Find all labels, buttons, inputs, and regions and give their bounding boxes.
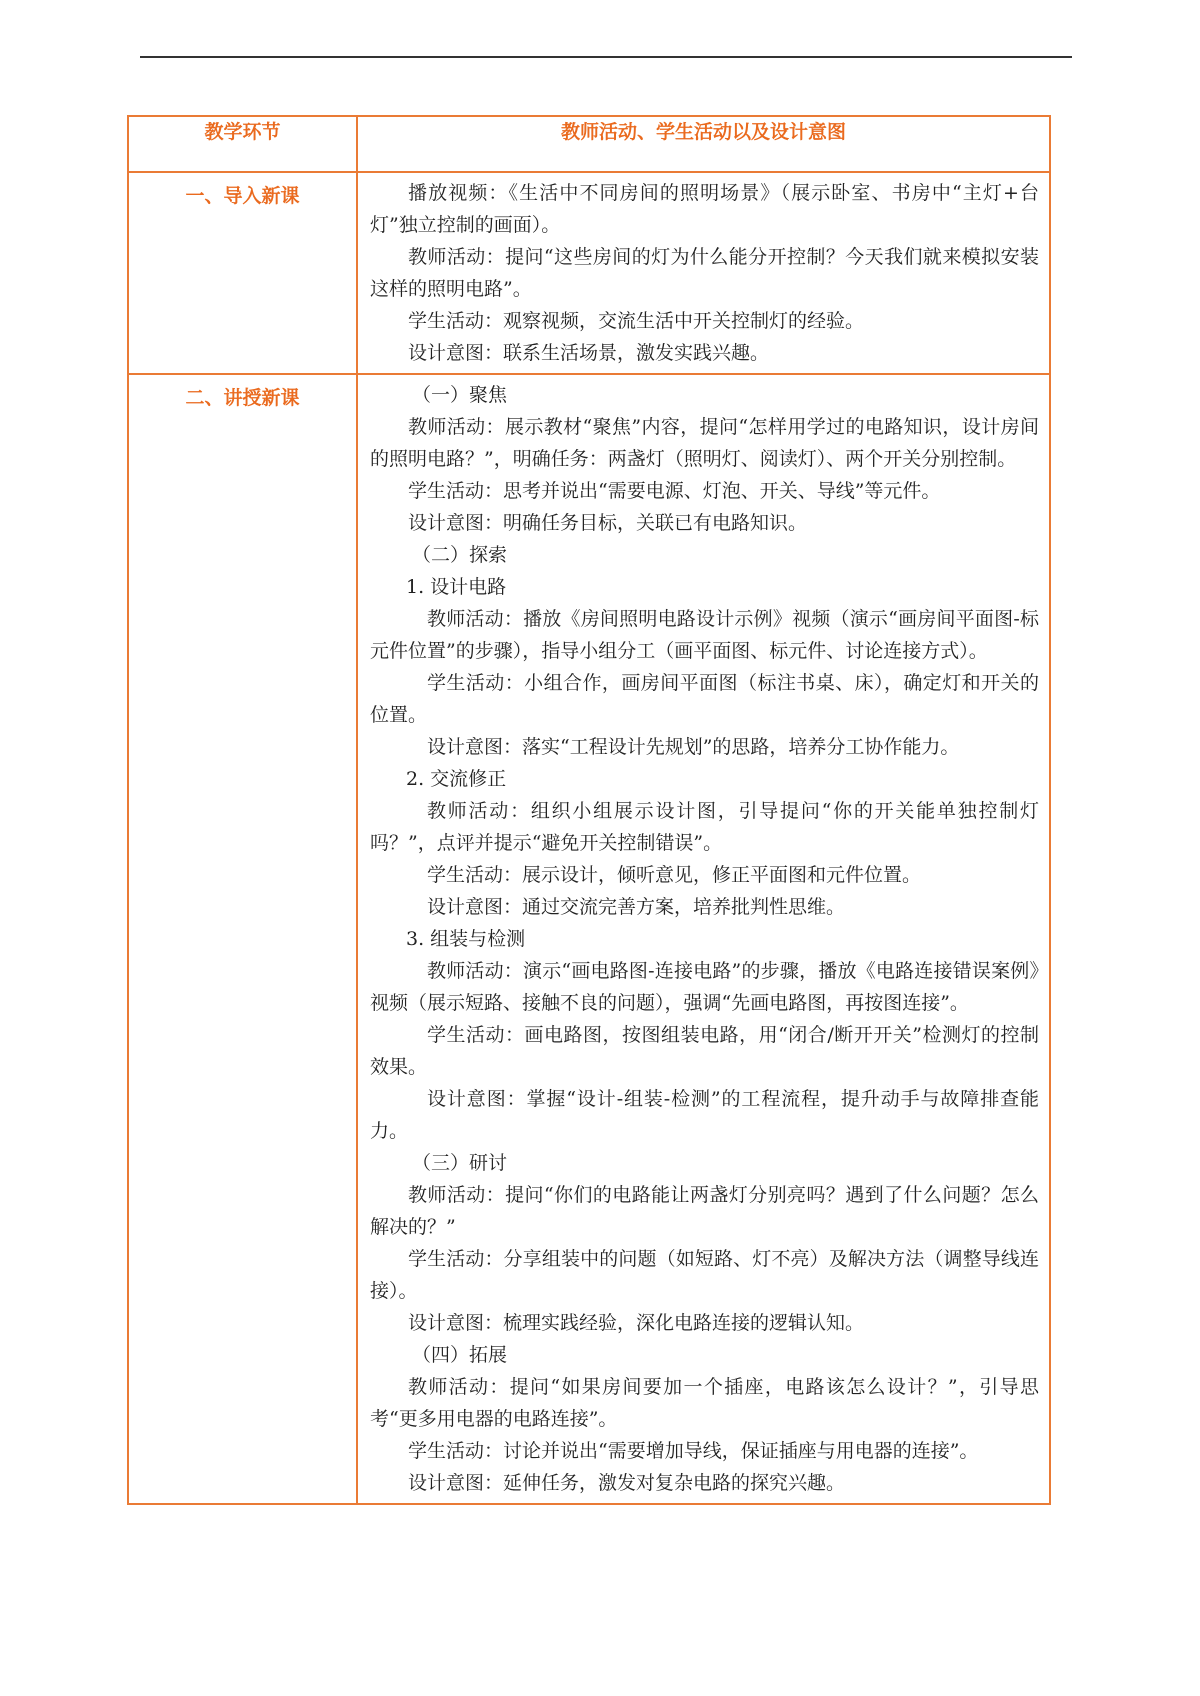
stage-label: 一、导入新课 [128,172,357,374]
activity-paragraph: 设计意图：通过交流完善方案，培养批判性思维。 [427,896,846,918]
activity-paragraph: 学生活动：画电路图，按图组装电路，用“闭合/断开开关”检测灯的控制效果。 [370,1024,1039,1078]
lesson-plan-table [127,115,1051,1505]
activity-paragraph: 学生活动：分享组装中的问题（如短路、灯不亮）及解决方法（调整导线连接）。 [370,1248,1039,1302]
section-heading: （三）研讨 [412,1152,508,1174]
activity-paragraph: 播放视频：《生活中不同房间的照明场景》（展示卧室、书房中“主灯+台灯”独立控制的画面）。 [370,182,1039,236]
table-row [128,374,1050,1504]
activity-paragraph: 学生活动：小组合作，画房间平面图（标注书桌、床），确定灯和开关的位置。 [370,672,1039,726]
activity-paragraph: 教师活动：展示教材“聚焦”内容，提问“怎样用学过的电路知识，设计房间的照明电路？”，明确任务：两盏灯（照明灯、阅读灯）、两个开关分别控制。 [370,416,1039,470]
activity-paragraph: 教师活动：提问“如果房间要加一个插座，电路该怎么设计？”，引导思考“更多用电器的电路连接”。 [370,1376,1039,1430]
activity-paragraph: 学生活动：讨论并说出“需要增加导线，保证插座与用电器的连接”。 [408,1440,979,1462]
activity-paragraph: 教师活动：提问“这些房间的灯为什么能分开控制？今天我们就来模拟安装这样的照明电路”。 [370,246,1039,300]
activity-paragraph: 设计意图：延伸任务，激发对复杂电路的探究兴趣。 [408,1472,846,1494]
activity-paragraph: 设计意图：掌握“设计-组装-检测”的工程流程，提升动手与故障排查能力。 [370,1088,1039,1142]
section-heading: （二）探索 [412,544,508,566]
activities-cell [357,172,1050,374]
table-row [128,172,1050,374]
section-heading: 2. 交流修正 [406,768,507,790]
section-heading: （四）拓展 [412,1344,508,1366]
activities-cell [357,374,1050,1504]
activity-paragraph: 设计意图：联系生活场景，激发实践兴趣。 [408,342,770,364]
activity-paragraph: 设计意图：明确任务目标，关联已有电路知识。 [408,512,808,534]
activity-paragraph: 教师活动：提问“你们的电路能让两盏灯分别亮吗？遇到了什么问题？怎么解决的？” [370,1184,1039,1238]
activity-paragraph: 教师活动：播放《房间照明电路设计示例》视频（演示“画房间平面图-标元件位置”的步骤），指导小组分工（画平面图、标元件、讨论连接方式）。 [370,608,1039,662]
section-heading: （一）聚焦 [412,384,508,406]
activity-paragraph: 设计意图：梳理实践经验，深化电路连接的逻辑认知。 [408,1312,865,1334]
activity-paragraph: 学生活动：观察视频，交流生活中开关控制灯的经验。 [408,310,865,332]
activity-paragraph: 学生活动：思考并说出“需要电源、灯泡、开关、导线”等元件。 [408,480,941,502]
table-header-row [128,116,1050,172]
header-rule [140,56,1072,58]
activity-paragraph: 教师活动：演示“画电路图-连接电路”的步骤，播放《电路连接错误案例》视频（展示短路、接触不良的问题），强调“先画电路图，再按图连接”。 [370,960,1039,1014]
section-heading: 1. 设计电路 [406,576,507,598]
header-stage: 教学环节 [128,116,357,172]
header-activities: 教师活动、学生活动以及设计意图 [357,116,1050,172]
activity-paragraph: 设计意图：落实“工程设计先规划”的思路，培养分工协作能力。 [427,736,960,758]
activity-paragraph: 教师活动：组织小组展示设计图，引导提问“你的开关能单独控制灯吗？”，点评并提示“避免开关控制错误”。 [370,800,1039,854]
stage-label: 二、讲授新课 [128,374,357,1504]
section-heading: 3. 组装与检测 [406,928,526,950]
activity-paragraph: 学生活动：展示设计，倾听意见，修正平面图和元件位置。 [427,864,922,886]
